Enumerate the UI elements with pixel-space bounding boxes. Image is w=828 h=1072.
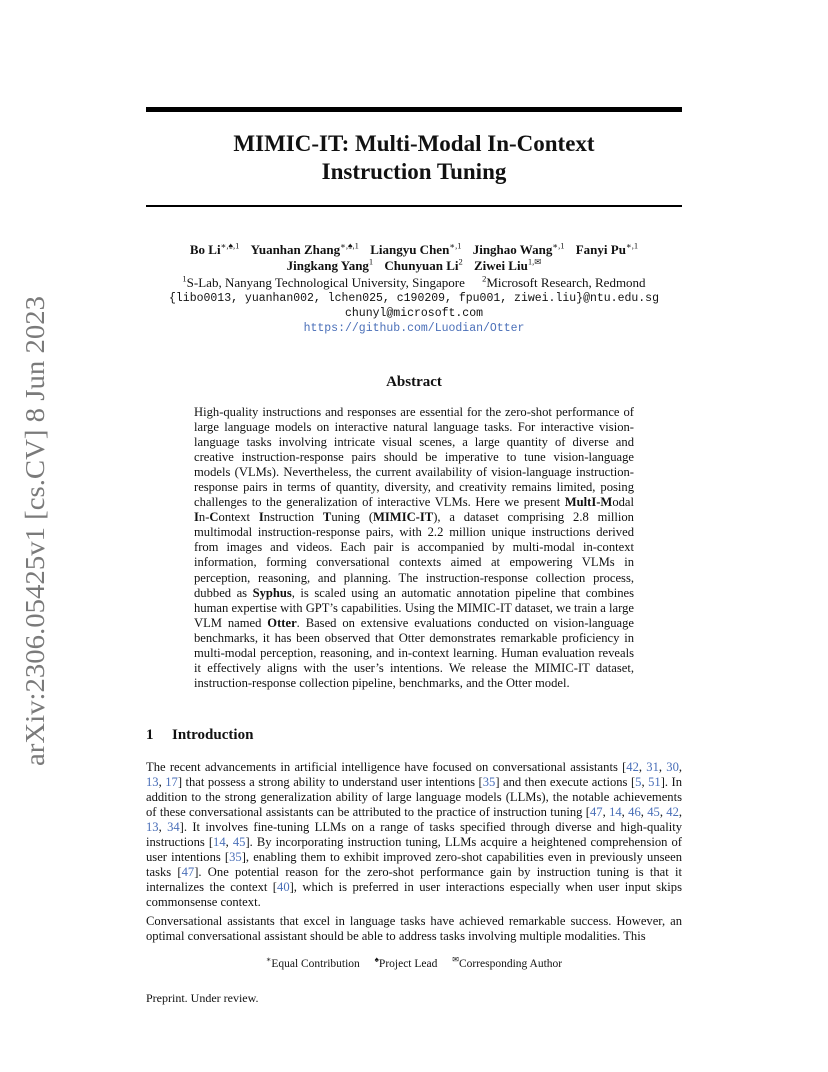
dataset-name-part: M	[600, 495, 613, 510]
citation-link[interactable]: 46	[628, 805, 641, 820]
author: Jingkang Yang$^1$	[286, 256, 374, 273]
dataset-name-part: odal	[612, 495, 634, 510]
abstract-text: High-quality instructions and responses are essential for the zero-shot performance of large language models on interactive natural language tasks. For interactive vision-language tasks involving intricate visual scenes, a large quantity of diverse and creative instruction-response pairs should be imperative to tune vision-language models (VLMs). Nevertheless, the current availability of vision-language instruction-response pairs in terms of quantity, diversity, and creativity remains limited, posing challenges to the generalization of interactive VLMs. Here we present MultI-Modal In-Context Instruction Tuning (MIMIC-IT), a dataset comprising 2.8 million multimodal instruction-response pairs, with 2.2 million unique instructions derived from images and videos. Each pair is accompanied by multi-modal in-context information, forming conversational contexts aimed at empowering VLMs in perception, reasoning, and planning. The instruction-response collection process, dubbed as Syphus, is scaled using an automatic annotation pipeline that combines human expertise with GPT’s capabilities. Using the MIMIC-IT dataset, we train a large VLM named Otter. Based on extensive evaluations conducted on vision-language benchmarks, it has been observed that Otter demonstrates remarkable proficiency in multi-modal perception, reasoning, and in-context learning. Human evaluation reveals it effectively aligns with the user’s intentions. We release the MIMIC-IT dataset, instruction-response collection pipeline, benchmarks, and the Otter model.	[194, 405, 634, 690]
intro-paragraph-1	[146, 760, 682, 910]
paragraph-text: ]. In addition to the strong generalization ability of large language models (LLMs), the notable achievements of these conversational assistants can be attributed to the practice of instruction tuning [	[146, 775, 683, 820]
paragraph-text: ] and then execute actions [	[495, 775, 636, 790]
title-line-2: Instruction Tuning	[321, 159, 507, 184]
title-rule-top	[146, 107, 682, 112]
citation-link[interactable]: 35	[482, 775, 496, 790]
dataset-name-part: n-	[198, 510, 210, 525]
section-title: Introduction	[172, 727, 254, 743]
citation-link[interactable]: 34	[167, 820, 180, 835]
citation-link[interactable]: 45	[232, 835, 246, 850]
dataset-name-part: T	[322, 510, 332, 525]
author-list	[146, 242, 682, 274]
footnote: ✉Corresponding Author	[452, 955, 563, 970]
paragraph-text: ]. One potential reason for the zero-shot performance gain by instruction tuning is that it internalizes the context [	[146, 865, 682, 895]
dataset-name-part: I	[194, 510, 199, 525]
model-name: Otter	[267, 615, 297, 630]
abstract-heading: Abstract	[386, 374, 442, 390]
footnote: ∗Equal Contribution	[265, 955, 360, 970]
section-heading	[146, 727, 253, 744]
paragraph-text: ] that possess a strong ability to understand user intentions [	[177, 775, 483, 790]
citation-link[interactable]: 47	[181, 865, 195, 880]
dataset-name-part: Mult	[564, 495, 592, 510]
paragraph-text: ,	[602, 805, 610, 820]
affiliation: $^1$S-Lab, Nanyang Technological University, Singapore	[182, 273, 465, 290]
citation-link[interactable]: 47	[589, 805, 603, 820]
paper-title	[146, 130, 682, 186]
dataset-name-part: nstruction	[263, 510, 323, 525]
paragraph-text: The recent advancements in artificial intelligence have focused on conversational assistants [	[146, 760, 627, 774]
paragraph-text: ,	[678, 805, 683, 820]
author: Bo $Li^{∗,♠,1}$	[189, 240, 240, 257]
dataset-name-part: ontext	[218, 510, 259, 525]
paragraph-text: ]. It involves fine-tuning LLMs on a range of tasks specified through diverse and high-quality instructions [	[146, 820, 682, 850]
citation-link[interactable]: 45	[647, 805, 660, 820]
section-number: 1	[146, 727, 154, 743]
paragraph-text: ,	[678, 760, 683, 774]
dataset-name-part: uning	[331, 510, 360, 525]
paragraph-text: ]. By incorporating instruction tuning, LLMs acquire a heightened comprehension of user intentions [	[146, 835, 682, 865]
paragraph-text: ,	[638, 760, 647, 774]
footnote: ♠Project Lead	[374, 955, 438, 970]
repo-link[interactable]: https://github.com/Luodian/Otter	[303, 322, 525, 335]
affiliation: $^2$Microsoft Research, Redmond	[482, 273, 646, 290]
affiliations	[146, 275, 682, 291]
citation-link[interactable]: 31	[646, 760, 659, 774]
author: Jinghao Wang$^{∗,1}$	[472, 240, 565, 257]
author: Liangyu Chen$^{∗,1}$	[370, 240, 462, 257]
citation-link[interactable]: 14	[609, 805, 622, 820]
paragraph-text: ,	[659, 805, 667, 820]
citation-link[interactable]: 17	[165, 775, 178, 790]
paragraph-text: ,	[641, 775, 649, 790]
title-rule-bottom	[146, 205, 682, 207]
footnotes	[146, 955, 682, 970]
citation-link[interactable]: 40	[277, 880, 290, 895]
paragraph-text: ,	[158, 775, 166, 790]
arxiv-id-text: arXiv:2306.05425v1 [cs.CV] 8 Jun 2023	[20, 325, 50, 766]
dataset-acronym: MIMIC-IT	[373, 510, 434, 525]
dataset-name-part: I	[591, 495, 597, 510]
intro-paragraph-2: Conversational assistants that excel in language tasks have achieved remarkable success. However, an optimal conversational assistant should be able to address tasks involving multiple modalities. This	[146, 914, 682, 944]
citation-link[interactable]: 51	[648, 775, 661, 790]
author: Yuanhan Zhang$^{∗,♠,1}$	[250, 240, 359, 257]
pipeline-name: Syphus	[252, 585, 292, 600]
paragraph-text: ,	[621, 805, 629, 820]
citation-link[interactable]: 14	[213, 835, 226, 850]
email-list: chunyl@microsoft.com	[344, 307, 484, 320]
paragraph-text: ], which is preferred in user interactions especially when user input skips commonsense context.	[146, 880, 683, 910]
paragraph-text: ,	[225, 835, 233, 850]
author-line-2	[146, 258, 682, 274]
citation-link[interactable]: 13	[146, 820, 159, 835]
dataset-name-part: I	[258, 510, 264, 525]
author: Chunyuan Li$^2$	[384, 256, 463, 273]
citation-link[interactable]: 42	[626, 760, 639, 774]
dataset-name-part: C	[209, 510, 219, 525]
paragraph-text: ,	[658, 760, 667, 774]
title-line-1: MIMIC-IT: Multi-Modal In-Context	[233, 131, 595, 156]
paragraph-text: ,	[158, 820, 168, 835]
paragraph-text: ], enabling them to exhibit improved zero-shot capabilities even in previously unseen tasks [	[146, 850, 682, 880]
arxiv-identifier	[10, 296, 56, 766]
citation-link[interactable]: 30	[666, 760, 679, 774]
author: Ziwei Liu$^{1,✉}$	[474, 256, 542, 273]
author-line-1	[146, 242, 682, 258]
citation-link[interactable]: 35	[229, 850, 242, 865]
citation-link[interactable]: 5	[635, 775, 642, 790]
paragraph-text: ,	[640, 805, 648, 820]
email-list: {libo0013, yuanhan002, lchen025, c190209, fpu001, ziwei.liu}@ntu.edu.sg	[169, 292, 659, 305]
citation-link[interactable]: 42	[666, 805, 679, 820]
dataset-name-part: -	[596, 495, 601, 510]
author: Fanyi $Pu^{∗,1}$	[575, 240, 639, 257]
preprint-note: Preprint. Under review.	[146, 991, 259, 1005]
citation-link[interactable]: 13	[146, 775, 159, 790]
